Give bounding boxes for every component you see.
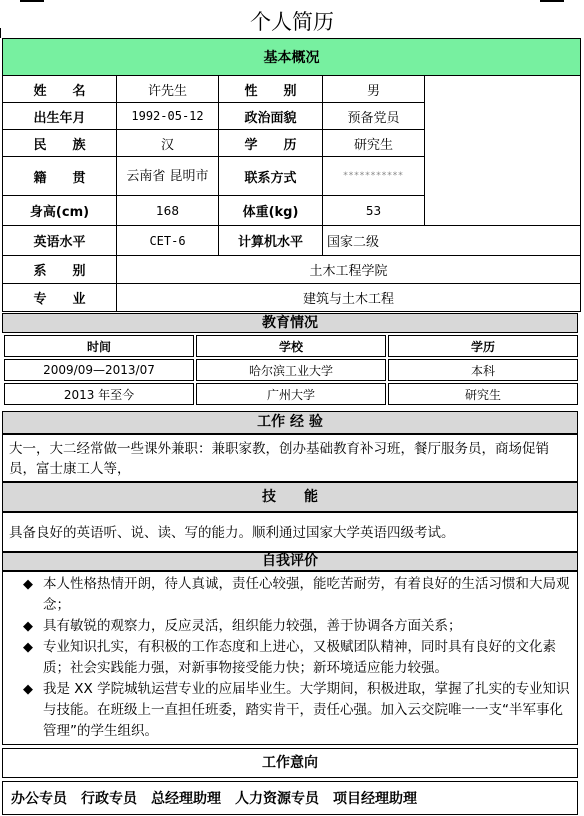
edu-row-2-degree: 研究生 bbox=[388, 383, 578, 405]
edu-row-1-school: 哈尔滨工业大学 bbox=[196, 359, 386, 381]
height-label: 身高(cm) bbox=[3, 196, 117, 226]
diamond-bullet-icon: ◆ bbox=[23, 577, 33, 592]
self-item: ◆ 本人性格热情开朗，待人真诚，责任心较强，能吃苦耐劳，有着良好的生活习惯和大局观念； bbox=[23, 576, 570, 613]
birth-label: 出生年月 bbox=[3, 103, 117, 130]
name-label: 姓 名 bbox=[3, 76, 117, 103]
birth-value: 1992-05-12 bbox=[117, 103, 219, 130]
work-text: 大一，大二经常做一些课外兼职：兼职家教，创办基础教育补习班，餐厅服务员，商场促销员，富士康工人等， bbox=[9, 441, 549, 477]
education-heading: 教育情况 bbox=[2, 313, 578, 333]
ethnic-label: 民 族 bbox=[3, 130, 117, 157]
edu-row-2-school: 广州大学 bbox=[196, 383, 386, 405]
education-value: 研究生 bbox=[323, 130, 425, 157]
edu-row-1-degree: 本科 bbox=[388, 359, 578, 381]
political-label: 政治面貌 bbox=[219, 103, 323, 130]
page-title: 个人简历 bbox=[250, 10, 334, 34]
edu-row-1-time: 2009/09—2013/07 bbox=[4, 359, 194, 381]
ethnic-value: 汉 bbox=[117, 130, 219, 157]
dept-label: 系 别 bbox=[3, 256, 117, 284]
basic-info-table bbox=[2, 38, 581, 312]
self-item: ◆ 专业知识扎实，有积极的工作态度和上进心，又极赋团队精神，同时具有良好的文化素质；社会实践能力强，对新事物接受能力快；新环境适应能力较强。 bbox=[23, 639, 556, 676]
diamond-bullet-icon: ◆ bbox=[23, 682, 33, 697]
work-section bbox=[2, 434, 578, 482]
education-table bbox=[2, 333, 580, 407]
work-heading: 工作 经 验 bbox=[2, 411, 578, 434]
top-rule-left bbox=[20, 0, 44, 2]
gender-label: 性 别 bbox=[219, 76, 323, 103]
origin-label: 籍 贯 bbox=[3, 157, 117, 196]
intent-text: 办公专员 行政专员 总经理助理 人力资源专员 项目经理助理 bbox=[11, 791, 417, 807]
computer-value: 国家二级 bbox=[323, 226, 581, 256]
skills-heading: 技 能 bbox=[2, 482, 578, 512]
gender-value: 男 bbox=[323, 76, 425, 103]
skills-text: 具备良好的英语听、说、读、写的能力。顺利通过国家大学英语四级考试。 bbox=[9, 525, 455, 541]
photo-area bbox=[425, 76, 581, 226]
weight-value: 53 bbox=[323, 196, 425, 226]
education-label: 学 历 bbox=[219, 130, 323, 157]
major-value: 建筑与土木工程 bbox=[117, 284, 581, 312]
contact-value: *********** bbox=[323, 157, 425, 196]
basic-heading: 基本概况 bbox=[3, 39, 581, 76]
height-value: 168 bbox=[117, 196, 219, 226]
dept-value: 土木工程学院 bbox=[117, 256, 581, 284]
edu-header-school: 学校 bbox=[196, 335, 386, 357]
major-label: 专 业 bbox=[3, 284, 117, 312]
self-list bbox=[3, 574, 577, 742]
left-margin-mark bbox=[0, 28, 4, 38]
name-value: 许先生 bbox=[117, 76, 219, 103]
intent-heading: 工作意向 bbox=[262, 755, 318, 771]
english-value: CET-6 bbox=[117, 226, 219, 256]
diamond-bullet-icon: ◆ bbox=[23, 640, 33, 655]
computer-label: 计算机水平 bbox=[219, 226, 323, 256]
edu-header-degree: 学历 bbox=[388, 335, 578, 357]
diamond-bullet-icon: ◆ bbox=[23, 619, 33, 634]
weight-label: 体重(kg) bbox=[219, 196, 323, 226]
self-section bbox=[2, 571, 578, 745]
self-heading: 自我评价 bbox=[2, 552, 578, 571]
edu-header-time: 时间 bbox=[4, 335, 194, 357]
contact-label: 联系方式 bbox=[219, 157, 323, 196]
self-item: ◆ 我是 XX 学院城轨运营专业的应届毕业生。大学期间，积极进取，掌握了扎实的专业知识与技能。在班级上一直担任班委，踏实肯干，责任心强。加入云交院唯一一支“半军事化管理”的学生组织。 bbox=[23, 681, 570, 739]
origin-value: 云南省 昆明市 bbox=[117, 157, 219, 196]
english-label: 英语水平 bbox=[3, 226, 117, 256]
intent-section bbox=[2, 781, 578, 815]
self-item: ◆ 具有敏锐的观察力，反应灵活，组织能力较强，善于协调各方面关系； bbox=[3, 616, 577, 637]
top-rule-right bbox=[540, 0, 564, 2]
political-value: 预备党员 bbox=[323, 103, 425, 130]
intent-heading-box bbox=[2, 748, 578, 778]
skills-section bbox=[2, 512, 578, 552]
edu-row-2-time: 2013 年至今 bbox=[4, 383, 194, 405]
